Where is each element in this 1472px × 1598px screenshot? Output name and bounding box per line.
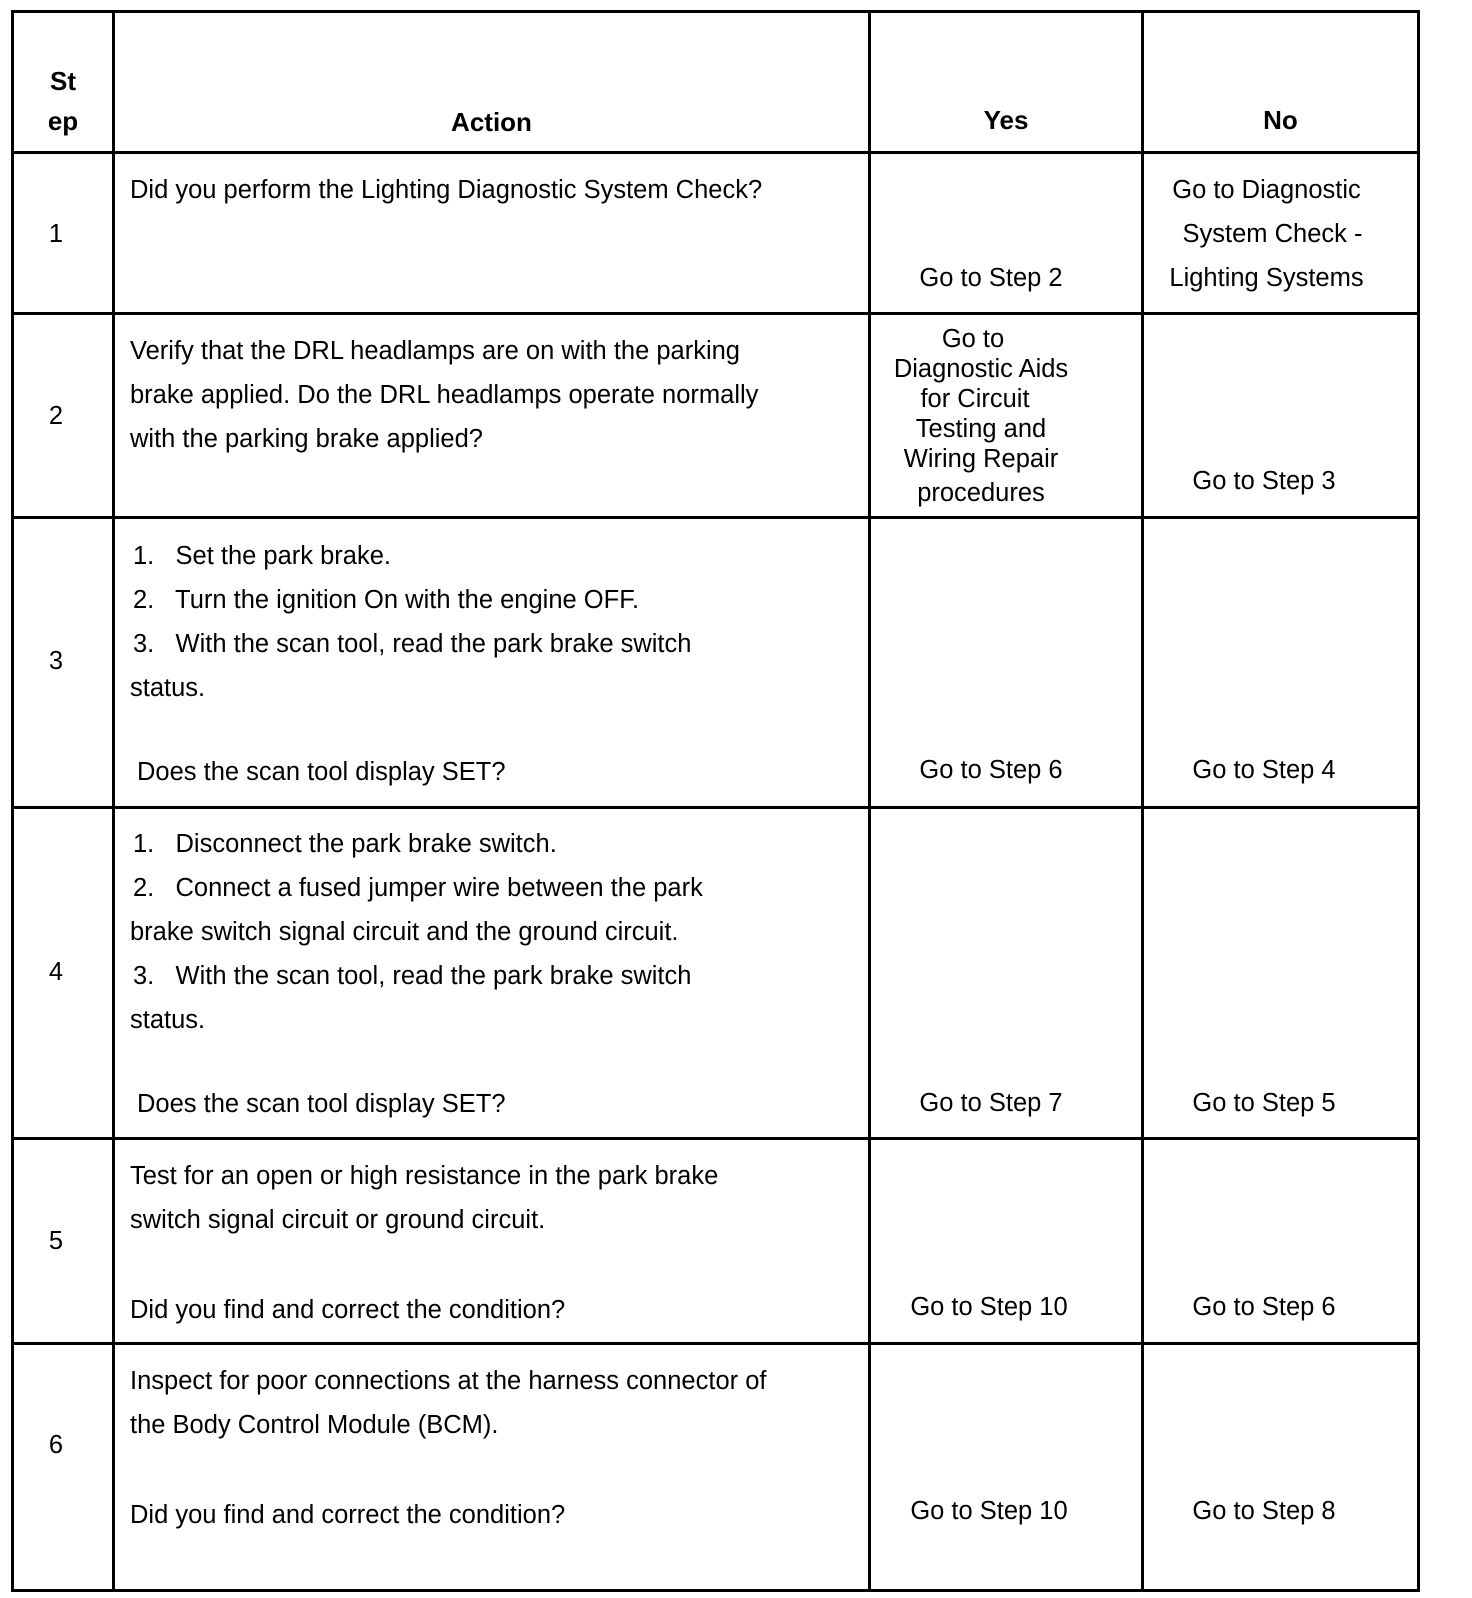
yes-result: Go to Step 10 xyxy=(910,1293,1068,1321)
step-number: 6 xyxy=(48,1431,64,1459)
no-result-line: System Check - xyxy=(1182,220,1363,248)
yes-result: Go to Step 10 xyxy=(910,1497,1068,1525)
action-line: Test for an open or high resistance in the park brake xyxy=(130,1162,719,1190)
action-line: the Body Control Module (BCM). xyxy=(130,1411,499,1439)
no-result: Go to Step 5 xyxy=(1192,1089,1336,1117)
action-line: switch signal circuit or ground circuit. xyxy=(130,1206,546,1234)
action-line: Inspect for poor connections at the harness connector of xyxy=(130,1367,767,1395)
action-line: 1. Set the park brake. xyxy=(133,542,391,570)
yes-result-line: procedures xyxy=(917,479,1045,507)
action-line: brake switch signal circuit and the ground circuit. xyxy=(130,918,679,946)
no-result-line: Lighting Systems xyxy=(1169,264,1364,292)
action-question: Did you find and correct the condition? xyxy=(130,1296,566,1324)
row-divider xyxy=(11,516,1420,519)
action-line: 3. With the scan tool, read the park brake switch xyxy=(133,630,692,658)
action-question: Does the scan tool display SET? xyxy=(137,1090,506,1118)
no-result: Go to Step 8 xyxy=(1192,1497,1336,1525)
yes-result-line: Wiring Repair xyxy=(903,445,1059,473)
header-step-line: St xyxy=(50,66,76,96)
header-no: No xyxy=(1263,105,1298,135)
column-divider xyxy=(112,10,115,1592)
step-number: 3 xyxy=(48,647,64,675)
yes-result-line: Diagnostic Aids xyxy=(893,355,1069,383)
action-text xyxy=(130,534,691,794)
yes-result: Go to Step 2 xyxy=(919,264,1063,292)
table-border-top xyxy=(11,10,1420,13)
no-result-line: Go to Diagnostic xyxy=(1172,176,1361,204)
row-divider xyxy=(11,312,1420,315)
header-step-line: ep xyxy=(47,106,79,136)
step-number: 2 xyxy=(48,402,64,430)
action-text xyxy=(130,329,758,461)
action-line: status. xyxy=(130,674,206,702)
action-text xyxy=(130,1359,766,1537)
action-question: Does the scan tool display SET? xyxy=(137,758,506,786)
action-line: brake applied. Do the DRL headlamps operate normally xyxy=(130,381,759,409)
no-result: Go to Step 6 xyxy=(1192,1293,1336,1321)
header-yes: Yes xyxy=(983,105,1029,135)
action-line: 2. Turn the ignition On with the engine OFF. xyxy=(133,586,640,614)
yes-result: Go to Step 6 xyxy=(919,756,1063,784)
action-line: 1. Disconnect the park brake switch. xyxy=(133,830,557,858)
no-result: Go to Step 4 xyxy=(1192,756,1336,784)
yes-result-line: Go to xyxy=(941,325,1005,353)
table-border-bottom xyxy=(11,1589,1420,1592)
action-text xyxy=(130,1154,718,1332)
row-divider xyxy=(11,151,1420,154)
yes-result-line: Testing and xyxy=(915,415,1047,443)
action-line: 3. With the scan tool, read the park brake switch xyxy=(133,962,692,990)
column-divider xyxy=(868,10,871,1592)
action-line: with the parking brake applied? xyxy=(130,425,483,453)
yes-result-line: for Circuit xyxy=(920,385,1030,413)
action-line: Verify that the DRL headlamps are on with the parking xyxy=(130,337,740,365)
step-number: 1 xyxy=(48,220,64,248)
no-result xyxy=(1144,168,1389,300)
step-number: 5 xyxy=(48,1227,64,1255)
action-line: 2. Connect a fused jumper wire between the park xyxy=(133,874,703,902)
no-result: Go to Step 3 xyxy=(1192,467,1336,495)
action-line: status. xyxy=(130,1006,206,1034)
header-step xyxy=(14,61,112,141)
table-border-right xyxy=(1417,10,1420,1592)
yes-result xyxy=(871,324,1091,508)
action-question: Did you find and correct the condition? xyxy=(130,1501,566,1529)
row-divider xyxy=(11,1137,1420,1140)
header-action: Action xyxy=(451,107,532,137)
step-number: 4 xyxy=(48,958,64,986)
action-text xyxy=(130,822,703,1126)
action-text: Did you perform the Lighting Diagnostic System Check? xyxy=(130,176,763,204)
yes-result: Go to Step 7 xyxy=(919,1089,1063,1117)
row-divider xyxy=(11,806,1420,809)
row-divider xyxy=(11,1342,1420,1345)
